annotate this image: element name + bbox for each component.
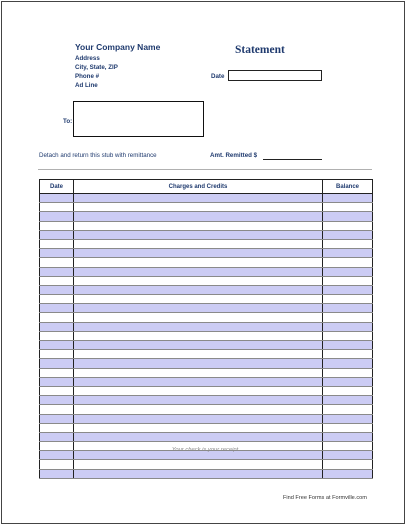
footer-credit: Find Free Forms at Formville.com xyxy=(283,495,367,501)
charges-credits-cell[interactable] xyxy=(74,350,323,359)
charges-credits-cell[interactable] xyxy=(74,276,323,285)
date-cell[interactable] xyxy=(40,350,74,359)
date-cell[interactable] xyxy=(40,203,74,212)
date-cell[interactable] xyxy=(40,368,74,377)
date-cell[interactable] xyxy=(40,285,74,294)
date-field[interactable] xyxy=(228,70,322,81)
charges-credits-cell[interactable] xyxy=(74,469,323,478)
ledger-table xyxy=(39,179,373,479)
table-row xyxy=(40,414,373,423)
charges-credits-cell[interactable] xyxy=(74,359,323,368)
table-row xyxy=(40,432,373,441)
charges-credits-cell[interactable] xyxy=(74,377,323,386)
company-name: Your Company Name xyxy=(75,42,161,52)
balance-cell[interactable] xyxy=(323,386,373,395)
table-row xyxy=(40,239,373,248)
date-cell[interactable] xyxy=(40,212,74,221)
date-cell[interactable] xyxy=(40,469,74,478)
balance-cell[interactable] xyxy=(323,313,373,322)
ledger-body xyxy=(40,194,373,479)
table-row xyxy=(40,267,373,276)
date-cell[interactable] xyxy=(40,267,74,276)
table-row xyxy=(40,469,373,478)
balance-cell[interactable] xyxy=(323,221,373,230)
table-row xyxy=(40,221,373,230)
table-row xyxy=(40,276,373,285)
statement-title: Statement xyxy=(235,44,285,56)
table-row xyxy=(40,341,373,350)
balance-cell[interactable] xyxy=(323,350,373,359)
charges-credits-cell[interactable] xyxy=(74,432,323,441)
stub-divider xyxy=(38,169,372,170)
balance-cell[interactable] xyxy=(323,405,373,414)
date-cell[interactable] xyxy=(40,276,74,285)
detach-instructions: Detach and return this stub with remittance xyxy=(39,152,157,159)
table-row xyxy=(40,322,373,331)
charges-credits-cell[interactable] xyxy=(74,341,323,350)
date-label: Date xyxy=(211,73,225,80)
balance-cell[interactable] xyxy=(323,249,373,258)
charges-credits-cell[interactable] xyxy=(74,405,323,414)
charges-credits-cell[interactable] xyxy=(74,460,323,469)
balance-cell[interactable] xyxy=(323,469,373,478)
balance-cell[interactable] xyxy=(323,203,373,212)
amount-remitted-label: Amt. Remitted $ xyxy=(210,152,258,159)
date-cell[interactable] xyxy=(40,194,74,203)
company-ad-line: Ad Line xyxy=(75,82,98,89)
charges-credits-cell[interactable] xyxy=(74,322,323,331)
charges-credits-cell[interactable] xyxy=(74,368,323,377)
balance-cell[interactable] xyxy=(323,331,373,340)
date-cell[interactable] xyxy=(40,432,74,441)
date-cell[interactable] xyxy=(40,405,74,414)
table-row xyxy=(40,313,373,322)
balance-cell[interactable] xyxy=(323,396,373,405)
table-row xyxy=(40,405,373,414)
table-row xyxy=(40,423,373,432)
balance-cell[interactable] xyxy=(323,285,373,294)
charges-credits-cell[interactable] xyxy=(74,386,323,395)
charges-credits-cell[interactable] xyxy=(74,295,323,304)
charges-credits-column-header: Charges and Credits xyxy=(74,180,323,194)
charges-credits-cell[interactable] xyxy=(74,239,323,248)
company-address: Address xyxy=(75,55,100,62)
table-row xyxy=(40,212,373,221)
amount-remitted-field[interactable] xyxy=(263,159,322,160)
balance-cell[interactable] xyxy=(323,341,373,350)
date-cell[interactable] xyxy=(40,377,74,386)
balance-cell[interactable] xyxy=(323,239,373,248)
date-cell[interactable] xyxy=(40,304,74,313)
table-row xyxy=(40,368,373,377)
table-row xyxy=(40,258,373,267)
table-row xyxy=(40,230,373,239)
date-cell[interactable] xyxy=(40,221,74,230)
date-cell[interactable] xyxy=(40,359,74,368)
charges-credits-cell[interactable] xyxy=(74,267,323,276)
balance-cell[interactable] xyxy=(323,460,373,469)
table-row xyxy=(40,359,373,368)
to-label: To: xyxy=(63,118,73,125)
balance-cell[interactable] xyxy=(323,432,373,441)
balance-cell[interactable] xyxy=(323,230,373,239)
table-row xyxy=(40,386,373,395)
date-column-header: Date xyxy=(40,180,74,194)
date-cell[interactable] xyxy=(40,423,74,432)
table-row xyxy=(40,377,373,386)
date-cell[interactable] xyxy=(40,295,74,304)
balance-cell[interactable] xyxy=(323,359,373,368)
receipt-note: Your check is your receipt xyxy=(171,447,239,453)
balance-cell[interactable] xyxy=(323,322,373,331)
table-row xyxy=(40,460,373,469)
date-cell[interactable] xyxy=(40,460,74,469)
balance-cell[interactable] xyxy=(323,267,373,276)
charges-credits-cell[interactable] xyxy=(74,221,323,230)
balance-cell[interactable] xyxy=(323,258,373,267)
date-cell[interactable] xyxy=(40,331,74,340)
table-row xyxy=(40,350,373,359)
ledger-header-row xyxy=(40,180,373,194)
table-row xyxy=(40,249,373,258)
balance-cell[interactable] xyxy=(323,295,373,304)
table-row xyxy=(40,331,373,340)
table-row xyxy=(40,194,373,203)
date-cell[interactable] xyxy=(40,230,74,239)
date-cell[interactable] xyxy=(40,414,74,423)
table-row xyxy=(40,304,373,313)
table-row xyxy=(40,285,373,294)
charges-credits-cell[interactable] xyxy=(74,194,323,203)
balance-cell[interactable] xyxy=(323,414,373,423)
charges-credits-cell[interactable] xyxy=(74,423,323,432)
date-cell[interactable] xyxy=(40,322,74,331)
balance-cell[interactable] xyxy=(323,212,373,221)
charges-credits-cell[interactable] xyxy=(74,331,323,340)
balance-cell[interactable] xyxy=(323,368,373,377)
company-phone: Phone # xyxy=(75,73,100,80)
statement-form xyxy=(1,1,405,524)
date-cell[interactable] xyxy=(40,258,74,267)
charges-credits-cell[interactable] xyxy=(74,203,323,212)
date-cell[interactable] xyxy=(40,239,74,248)
table-row xyxy=(40,203,373,212)
charges-credits-cell[interactable] xyxy=(74,414,323,423)
table-row xyxy=(40,295,373,304)
balance-cell[interactable] xyxy=(323,423,373,432)
date-cell[interactable] xyxy=(40,313,74,322)
charges-credits-cell[interactable] xyxy=(74,258,323,267)
date-cell[interactable] xyxy=(40,396,74,405)
charges-credits-cell[interactable] xyxy=(74,313,323,322)
charges-credits-cell[interactable] xyxy=(74,249,323,258)
balance-cell[interactable] xyxy=(323,276,373,285)
balance-cell[interactable] xyxy=(323,304,373,313)
date-cell[interactable] xyxy=(40,341,74,350)
balance-cell[interactable] xyxy=(323,377,373,386)
balance-column-header: Balance xyxy=(323,180,373,194)
to-address-box[interactable] xyxy=(73,101,204,137)
charges-credits-cell[interactable] xyxy=(74,304,323,313)
date-cell[interactable] xyxy=(40,249,74,258)
table-row xyxy=(40,396,373,405)
charges-credits-cell[interactable] xyxy=(74,396,323,405)
date-cell[interactable] xyxy=(40,386,74,395)
charges-credits-cell[interactable] xyxy=(74,212,323,221)
charges-credits-cell[interactable] xyxy=(74,230,323,239)
balance-cell[interactable] xyxy=(323,194,373,203)
charges-credits-cell[interactable] xyxy=(74,285,323,294)
company-city-state-zip: City, State, ZIP xyxy=(75,64,118,71)
